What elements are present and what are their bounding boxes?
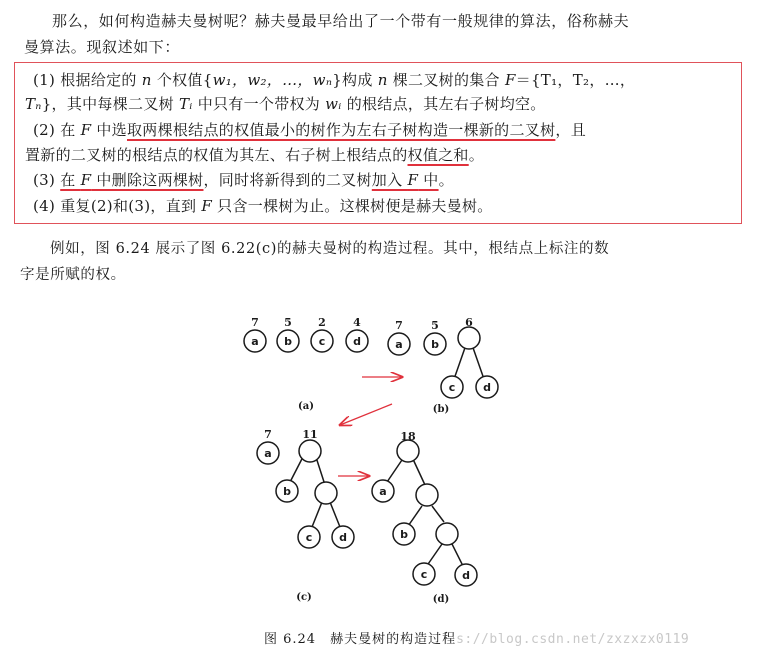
step-1-line-1: (1) 根据给定的 n 个权值{w₁，w₂，…，wₙ}构成 n 棵二叉树的集合 F＝{T₁，T₂，…， [33, 71, 636, 89]
example-line-2: 字是所赋的权。 [20, 267, 126, 283]
arrow-b-to-c [340, 404, 392, 425]
weight-a-4: 4 [353, 316, 361, 329]
label-b: (b) [432, 404, 450, 415]
weight-b-6: 6 [465, 316, 473, 329]
step-3-line: (3) 在 F 中删除这两棵树，同时将新得到的二叉树加入 F 中。 [33, 171, 454, 189]
node-b-c: c [448, 381, 456, 394]
intro-line-1: 那么，如何构造赫夫曼树呢？赫夫曼最早给出了一个带有一般规律的算法，俗称赫夫 [52, 12, 630, 30]
node-a-d: d [353, 335, 361, 348]
node-d-c: c [420, 568, 428, 581]
step-2-line-2: 置新的二叉树的根结点的权值为其左、右子树上根结点的权值之和。 [25, 146, 485, 164]
node-b-b: b [431, 338, 439, 351]
step-4-line: (4) 重复(2)和(3)，直到 F 只含一棵树为止。这棵树便是赫夫曼树。 [33, 197, 493, 215]
step-1-line-2: Tₙ}，其中每棵二叉树 Tᵢ 中只有一个带权为 wᵢ 的根结点，其左右子树均空。 [25, 95, 546, 113]
label-a: (a) [298, 401, 314, 412]
caption-text: 图 6.24 赫夫曼树的构造过程 [264, 632, 457, 647]
example-line-1: 例如，图 6.24 展示了图 6.22(c)的赫夫曼树的构造过程。其中，根结点上标注的数 [50, 241, 610, 257]
weight-a-5: 5 [284, 316, 292, 329]
node-a-a: a [251, 335, 259, 348]
weight-c-7: 7 [264, 428, 272, 441]
node-b-d: d [483, 381, 491, 394]
weight-a-7: 7 [251, 316, 259, 329]
weight-d-18: 18 [400, 430, 416, 443]
node-c-b: b [283, 485, 291, 498]
weight-b-5: 5 [431, 319, 439, 332]
intro-line-2: 曼算法。现叙述如下： [24, 38, 181, 56]
watermark: s://blog.csdn.net/zxzxzx0119 [456, 632, 690, 647]
node-a-b: b [284, 335, 292, 348]
node-b-a: a [395, 338, 403, 351]
algorithm-box [14, 62, 742, 224]
weight-a-2: 2 [318, 316, 326, 329]
huffman-construction-figure [0, 300, 761, 625]
label-d: (d) [432, 594, 450, 605]
figure-caption [264, 628, 689, 647]
node-d-a: a [379, 485, 387, 498]
step-2-line-1: (2) 在 F 中选取两棵根结点的权值最小的树作为左右子树构造一棵新的二叉树，且 [33, 121, 586, 139]
node-d-d: d [462, 569, 470, 582]
weight-b-7: 7 [395, 319, 403, 332]
label-c: (c) [296, 592, 312, 603]
node-d-b: b [400, 528, 408, 541]
weight-c-11: 11 [302, 428, 318, 441]
node-c-d: d [339, 531, 347, 544]
node-c-c: c [305, 531, 313, 544]
node-c-a: a [264, 447, 272, 460]
node-a-c: c [318, 335, 326, 348]
